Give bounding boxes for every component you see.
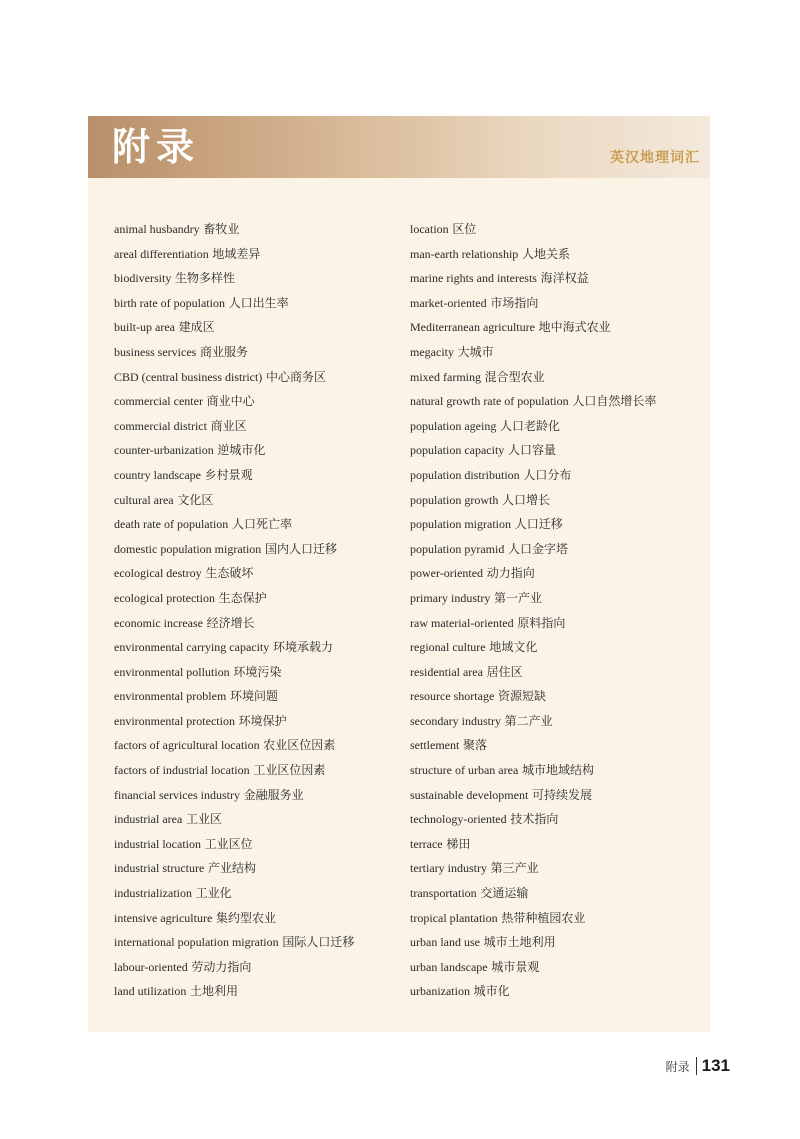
glossary-term-chinese: 城市化 [473, 984, 510, 999]
glossary-entry [114, 368, 404, 393]
glossary-entry [410, 441, 706, 466]
glossary-term-english: factors of industrial location [114, 763, 250, 778]
glossary-entry [114, 638, 404, 663]
glossary-term-chinese: 技术指向 [510, 812, 559, 827]
glossary-entry [114, 835, 404, 860]
glossary-term-english: urban land use [410, 935, 480, 950]
glossary-term-chinese: 聚落 [463, 738, 488, 753]
glossary-entry [114, 417, 404, 442]
glossary-term-english: country landscape [114, 467, 201, 482]
glossary-term-english: commercial center [114, 394, 203, 409]
glossary-term-chinese: 第二产业 [504, 713, 553, 728]
glossary-term-chinese: 地域文化 [489, 640, 538, 655]
glossary-term-english: animal husbandry [114, 222, 200, 236]
glossary-entry [114, 859, 404, 884]
glossary-term-chinese: 海洋权益 [540, 271, 589, 286]
glossary-entry [114, 810, 404, 835]
glossary-term-english: CBD (central business district) [114, 369, 263, 384]
glossary-term-chinese: 原料指向 [517, 615, 566, 630]
glossary-term-english: population ageing [410, 418, 497, 433]
footer-label: 附录 [665, 1059, 690, 1074]
glossary-entry [114, 245, 404, 270]
glossary-term-english: population growth [410, 492, 499, 507]
glossary-entry [410, 982, 706, 1007]
glossary-term-chinese: 集约型农业 [215, 910, 276, 925]
glossary-term-chinese: 经济增长 [206, 615, 255, 630]
glossary-entry [410, 909, 706, 934]
glossary-term-chinese: 商业中心 [206, 394, 255, 409]
glossary-term-chinese: 人地关系 [521, 246, 570, 261]
glossary-term-english: industrial area [114, 812, 183, 827]
glossary-entry [410, 318, 706, 343]
glossary-term-chinese: 人口死亡率 [231, 517, 292, 532]
footer-separator [696, 1057, 697, 1075]
glossary-entry [410, 958, 706, 983]
glossary-term-english: tropical plantation [410, 910, 498, 925]
glossary-term-chinese: 劳动力指向 [191, 959, 252, 974]
glossary-term-english: location [410, 222, 449, 236]
glossary-entry [410, 392, 706, 417]
section-subtitle: 英汉地理词汇 [610, 150, 700, 166]
glossary-entry [410, 614, 706, 639]
glossary-term-english: Mediterranean agriculture [410, 320, 535, 335]
glossary-term-english: international population migration [114, 935, 279, 950]
glossary-term-chinese: 梯田 [446, 836, 471, 851]
glossary-entry [410, 245, 706, 270]
glossary-term-english: population pyramid [410, 541, 505, 556]
glossary-term-chinese: 城市地域结构 [521, 763, 594, 778]
glossary-entry [410, 368, 706, 393]
glossary-entry [114, 958, 404, 983]
glossary-entry [114, 712, 404, 737]
glossary-entry [410, 638, 706, 663]
glossary-entry [410, 663, 706, 688]
glossary-term-chinese: 金融服务业 [243, 787, 304, 802]
glossary-term-english: market-oriented [410, 295, 487, 310]
glossary-entry [410, 491, 706, 516]
glossary-term-chinese: 资源短缺 [497, 689, 546, 704]
glossary-term-english: ecological protection [114, 590, 215, 605]
glossary-entry [114, 540, 404, 565]
glossary-term-chinese: 城市土地利用 [483, 935, 556, 950]
glossary-term-english: settlement [410, 738, 460, 753]
glossary-term-chinese: 人口容量 [508, 443, 557, 458]
glossary-term-chinese: 人口增长 [502, 492, 551, 507]
glossary-entry [410, 933, 706, 958]
glossary-term-english: built-up area [114, 320, 175, 335]
glossary-term-english: biodiversity [114, 271, 172, 286]
glossary-term-english: raw material-oriented [410, 615, 514, 630]
glossary-entry [410, 220, 706, 245]
glossary-entry [410, 687, 706, 712]
glossary-entry [410, 343, 706, 368]
glossary-term-english: tertiary industry [410, 861, 487, 876]
glossary-term-english: intensive agriculture [114, 910, 213, 925]
glossary-term-english: sustainable development [410, 787, 529, 802]
glossary-term-english: technology-oriented [410, 812, 507, 827]
glossary-term-chinese: 国内人口迁移 [265, 541, 338, 556]
glossary-term-english: terrace [410, 836, 443, 851]
glossary-term-english: man-earth relationship [410, 246, 519, 261]
glossary-entry [114, 220, 404, 245]
glossary-entry [114, 491, 404, 516]
glossary-entry [410, 736, 706, 761]
glossary-term-english: residential area [410, 664, 483, 679]
glossary-entry [410, 417, 706, 442]
glossary-term-chinese: 人口出生率 [228, 295, 289, 310]
glossary-entry [410, 269, 706, 294]
glossary-term-english: power-oriented [410, 566, 484, 581]
glossary-entry [410, 589, 706, 614]
glossary-term-english: structure of urban area [410, 763, 519, 778]
page-number: 131 [701, 1056, 730, 1075]
glossary-term-chinese: 生物多样性 [175, 271, 236, 286]
glossary-entry [114, 294, 404, 319]
glossary-entry [114, 761, 404, 786]
glossary-entry [410, 761, 706, 786]
glossary-entry [114, 269, 404, 294]
glossary-term-chinese: 人口金字塔 [508, 541, 569, 556]
glossary-term-chinese: 第三产业 [490, 861, 539, 876]
glossary-term-chinese: 市场指向 [490, 295, 539, 310]
glossary-term-english: birth rate of population [114, 295, 225, 310]
glossary-term-english: industrial structure [114, 861, 205, 876]
glossary-entry [410, 294, 706, 319]
glossary-term-chinese: 城市景观 [491, 959, 540, 974]
glossary-term-english: population capacity [410, 443, 505, 458]
glossary-term-chinese: 逆城市化 [217, 443, 266, 458]
glossary-term-english: business services [114, 344, 197, 359]
glossary-term-chinese: 工业区 [186, 812, 223, 827]
glossary-term-english: death rate of population [114, 517, 229, 532]
glossary-entry [410, 515, 706, 540]
glossary-term-english: marine rights and interests [410, 271, 537, 286]
glossary-entry [114, 614, 404, 639]
glossary-term-english: ecological destroy [114, 566, 202, 581]
glossary-entry [114, 515, 404, 540]
glossary-term-chinese: 生态破坏 [205, 566, 254, 581]
glossary-entry [114, 786, 404, 811]
glossary-entry [410, 786, 706, 811]
glossary-term-chinese: 地域差异 [212, 246, 261, 261]
glossary-entry [114, 392, 404, 417]
glossary-term-chinese: 交通运输 [480, 886, 529, 901]
glossary-term-english: domestic population migration [114, 541, 262, 556]
glossary-term-chinese: 环境问题 [230, 689, 279, 704]
glossary-term-chinese: 环境承载力 [272, 640, 333, 655]
glossary-term-english: urban landscape [410, 959, 488, 974]
glossary-term-chinese: 产业结构 [208, 861, 257, 876]
glossary-term-english: land utilization [114, 984, 187, 999]
glossary-term-english: resource shortage [410, 689, 495, 704]
glossary-entry [114, 343, 404, 368]
glossary-term-chinese: 可持续发展 [532, 787, 593, 802]
glossary-term-english: population migration [410, 517, 511, 532]
glossary-term-chinese: 混合型农业 [484, 369, 545, 384]
glossary-term-chinese: 土地利用 [190, 984, 239, 999]
glossary-entry [410, 540, 706, 565]
glossary-entry [114, 441, 404, 466]
glossary-term-english: environmental problem [114, 689, 227, 704]
glossary-term-english: secondary industry [410, 713, 501, 728]
glossary-term-chinese: 大城市 [457, 344, 494, 359]
glossary-term-chinese: 建成区 [178, 320, 215, 335]
glossary-term-english: regional culture [410, 640, 486, 655]
glossary-term-english: labour-oriented [114, 959, 188, 974]
glossary-term-chinese: 动力指向 [486, 566, 535, 581]
glossary-term-english: industrialization [114, 886, 192, 901]
glossary-term-chinese: 商业区 [210, 418, 247, 433]
glossary-term-chinese: 人口老龄化 [500, 418, 561, 433]
glossary-term-english: environmental carrying capacity [114, 640, 270, 655]
glossary-entry [410, 859, 706, 884]
glossary-term-english: environmental pollution [114, 664, 230, 679]
glossary-term-chinese: 环境保护 [238, 713, 287, 728]
glossary-entry [114, 663, 404, 688]
glossary-term-chinese: 人口迁移 [514, 517, 563, 532]
glossary-entry [114, 884, 404, 909]
glossary-term-english: commercial district [114, 418, 207, 433]
page-title: 附录 [112, 124, 201, 169]
glossary-term-chinese: 居住区 [486, 664, 523, 679]
glossary-entry [410, 835, 706, 860]
header-decoration: · · · · · · · · · · · · [222, 153, 357, 163]
glossary-column-left [114, 220, 404, 1007]
glossary-term-english: natural growth rate of population [410, 394, 569, 409]
glossary-term-chinese: 工业区位因素 [253, 763, 326, 778]
glossary-term-english: factors of agricultural location [114, 738, 260, 753]
glossary-entry [114, 933, 404, 958]
glossary-term-english: population distribution [410, 467, 520, 482]
glossary-entry [114, 909, 404, 934]
glossary-term-english: counter-urbanization [114, 443, 214, 458]
glossary-term-chinese: 地中海式农业 [538, 320, 611, 335]
glossary-entry [114, 466, 404, 491]
glossary-column-right [410, 220, 706, 1007]
glossary-term-english: mixed farming [410, 369, 481, 384]
glossary-term-english: economic increase [114, 615, 203, 630]
glossary-entry [410, 884, 706, 909]
glossary-term-english: industrial location [114, 836, 201, 851]
glossary-entry [114, 687, 404, 712]
glossary-term-english: areal differentiation [114, 246, 209, 261]
glossary-term-chinese: 畜牧业 [203, 222, 240, 236]
glossary-term-english: cultural area [114, 492, 174, 507]
glossary-entry [114, 589, 404, 614]
glossary-term-chinese: 热带种植园农业 [501, 910, 586, 925]
glossary-term-chinese: 中心商务区 [266, 369, 327, 384]
glossary-entry [114, 736, 404, 761]
glossary-entry [410, 810, 706, 835]
glossary-term-chinese: 第一产业 [494, 590, 543, 605]
glossary-term-chinese: 农业区位因素 [263, 738, 336, 753]
glossary-term-chinese: 人口分布 [523, 467, 572, 482]
glossary-entry [410, 466, 706, 491]
glossary-entry [410, 564, 706, 589]
page-footer [666, 1056, 730, 1076]
glossary-term-chinese: 区位 [452, 222, 477, 236]
glossary-entry [410, 712, 706, 737]
glossary-term-chinese: 人口自然增长率 [572, 394, 657, 409]
glossary-term-english: financial services industry [114, 787, 240, 802]
glossary-term-chinese: 生态保护 [218, 590, 267, 605]
glossary-entry [114, 982, 404, 1007]
glossary-term-english: urbanization [410, 984, 470, 999]
glossary-term-english: environmental protection [114, 713, 235, 728]
glossary-term-chinese: 文化区 [177, 492, 214, 507]
glossary-term-chinese: 工业化 [195, 886, 232, 901]
glossary-term-english: megacity [410, 344, 454, 359]
glossary-term-chinese: 环境污染 [233, 664, 282, 679]
glossary-term-english: transportation [410, 886, 477, 901]
glossary-term-chinese: 国际人口迁移 [282, 935, 355, 950]
glossary-entry [114, 318, 404, 343]
glossary-term-chinese: 商业服务 [200, 344, 249, 359]
glossary-term-english: primary industry [410, 590, 491, 605]
glossary-term-chinese: 工业区位 [204, 836, 253, 851]
glossary-term-chinese: 乡村景观 [204, 467, 253, 482]
glossary-entry [114, 564, 404, 589]
